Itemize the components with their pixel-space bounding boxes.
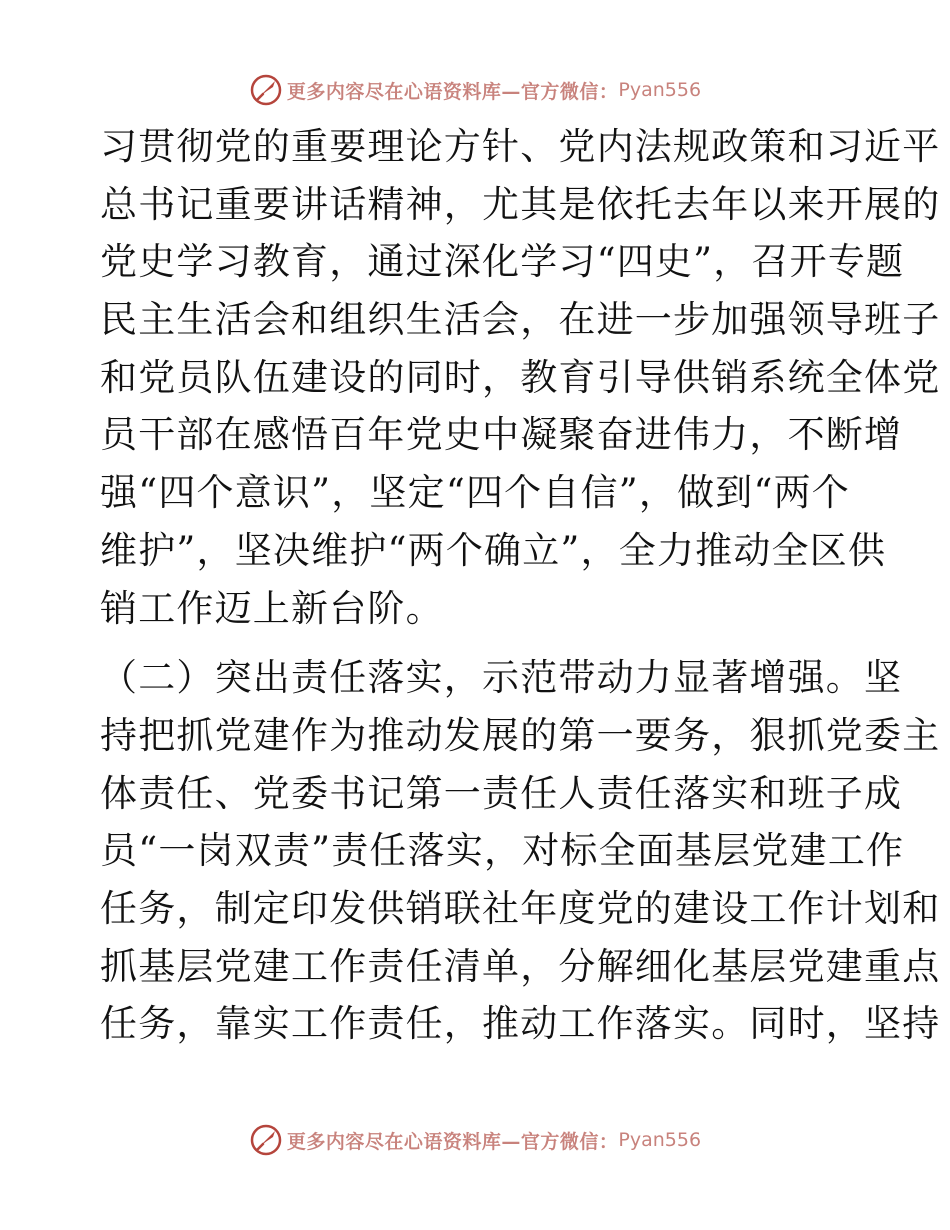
text-line: （二）突出责任落实，示范带动力显著增强。坚 — [100, 656, 903, 700]
text-line: 和党员队伍建设的同时，教育引导供销系统全体党 — [100, 355, 941, 399]
text-line: 员干部在感悟百年党史中凝聚奋进伟力，不断增 — [100, 413, 903, 457]
text-line: 持把抓党建作为推动发展的第一要务，狠抓党委主 — [100, 713, 941, 757]
text-line: 抓基层党建工作责任清单，分解细化基层党建重点 — [100, 944, 941, 988]
text-line: 体责任、党委书记第一责任人责任落实和班子成 — [100, 771, 903, 815]
text-line: 任务，靠实工作责任，推动工作落实。同时，坚持 — [100, 1002, 941, 1046]
paragraph — [100, 118, 941, 637]
text-line: 党史学习教育，通过深化学习“四史”，召开专题 — [100, 240, 905, 284]
footer-wechat-id: Pyan556 — [618, 1129, 702, 1151]
text-line: 任务，制定印发供销联社年度党的建设工作计划和 — [100, 886, 941, 930]
quill-logo-icon — [249, 73, 283, 107]
quill-logo-icon — [249, 1123, 283, 1157]
text-line: 员“一岗双责”责任落实，对标全面基层党建工作 — [100, 829, 905, 873]
footer-site-text: 更多内容尽在心语资料库—官方微信： — [286, 1130, 619, 1153]
text-line: 销工作迈上新台阶。 — [100, 586, 444, 630]
text-line: 强“四个意识”，坚定“四个自信”，做到“两个 — [100, 471, 850, 515]
text-line: 民主生活会和组织生活会，在进一步加强领导班子 — [100, 298, 941, 342]
text-line: 习贯彻党的重要理论方针、党内法规政策和习近平 — [100, 125, 941, 168]
text-line: 维护”，坚决维护“两个确立”，全力推动全区供 — [100, 528, 887, 572]
paragraph-gap — [100, 637, 850, 649]
header-banner — [0, 70, 950, 110]
header-site-text: 更多内容尽在心语资料库—官方微信： — [286, 80, 619, 103]
footer-banner — [0, 1120, 950, 1160]
header-wechat-id: Pyan556 — [618, 79, 702, 101]
text-line: 总书记重要讲话精神，尤其是依托去年以来开展的 — [100, 182, 941, 226]
paragraph — [100, 649, 941, 1053]
document-body — [100, 118, 941, 1053]
